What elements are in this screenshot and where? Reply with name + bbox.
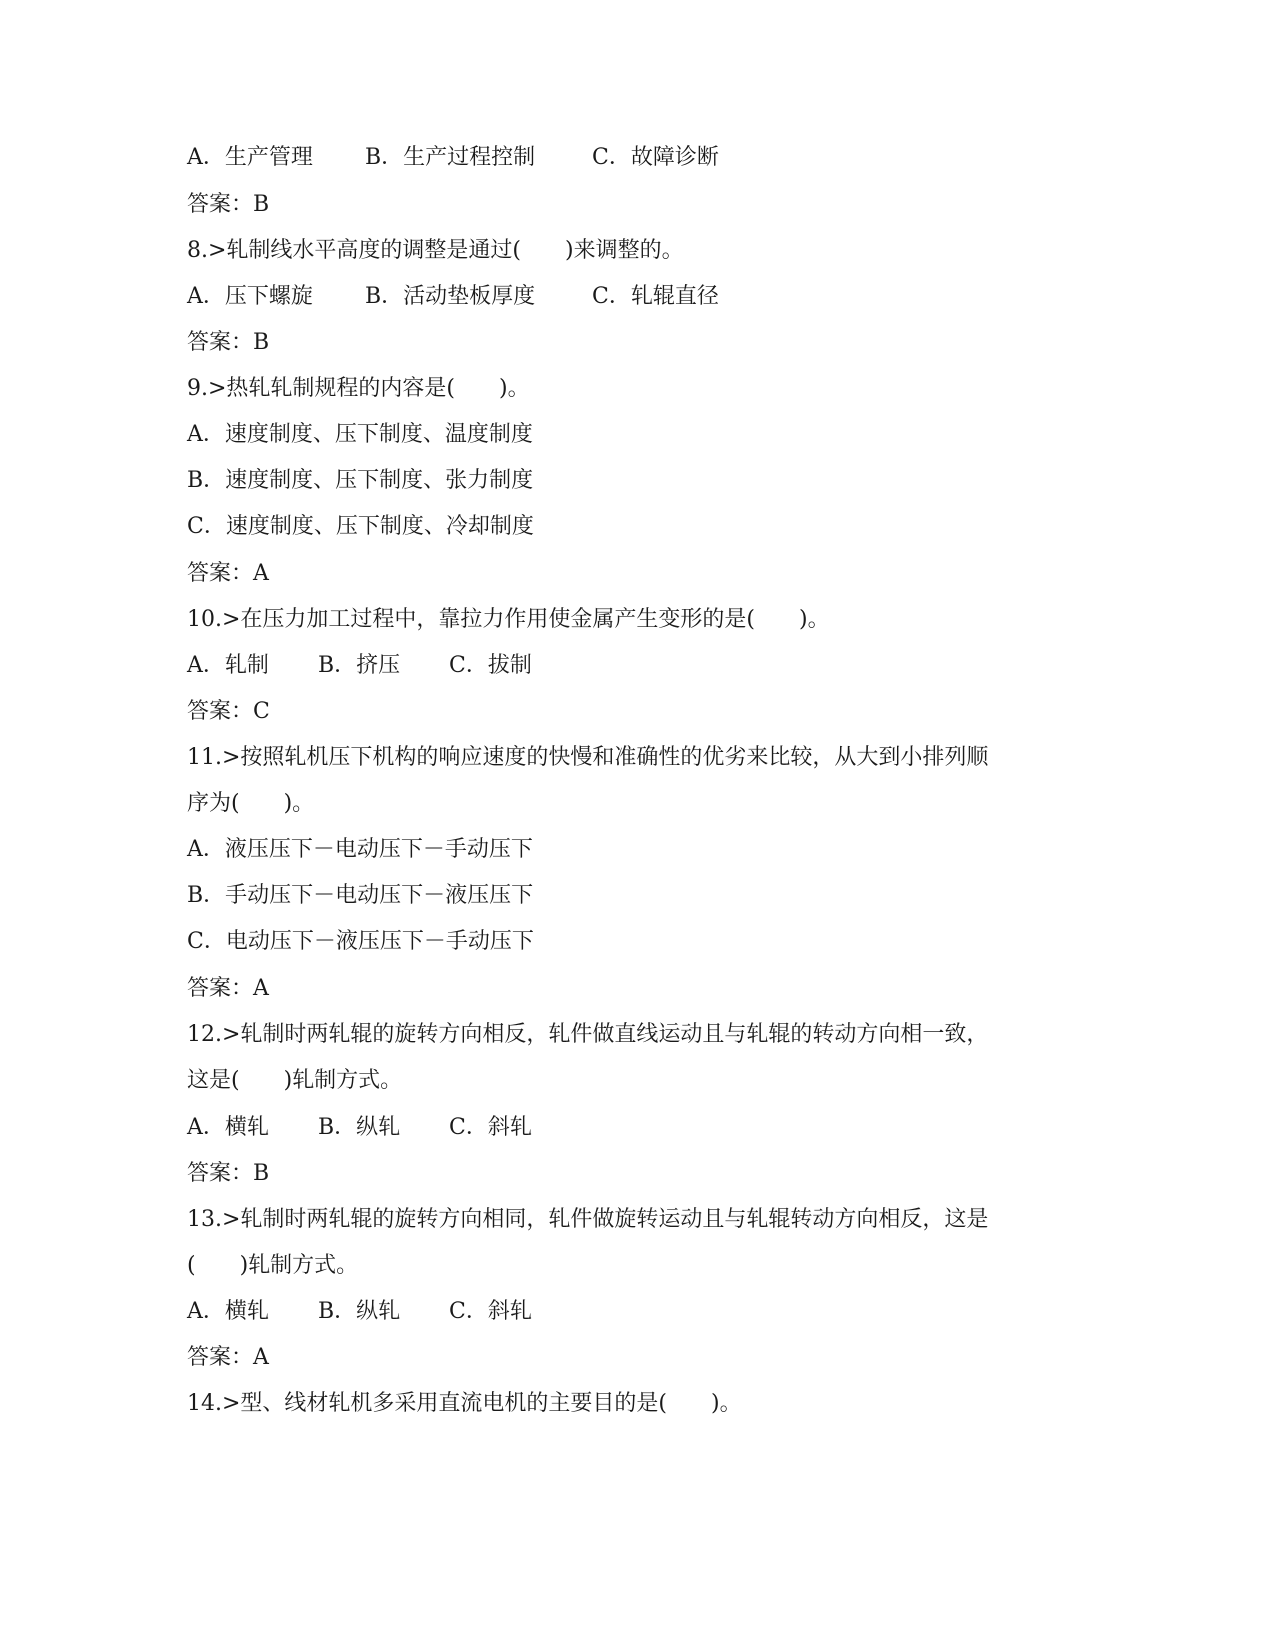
question-line: 12.>轧制时两轧辊的旋转方向相反，轧件做直线运动且与轧辊的转动方向相一致，	[187, 1022, 989, 1047]
question-line-continued: 这是( )轧制方式。	[187, 1068, 403, 1093]
question-line: 8.>轧制线水平高度的调整是通过( )来调整的。	[187, 238, 684, 263]
question-line: 11.>按照轧机压下机构的响应速度的快慢和准确性的优劣来比较，从大到小排列顺	[187, 745, 989, 770]
answer-line: 答案：A	[187, 561, 269, 586]
option-b: B．纵轧	[318, 1299, 401, 1324]
option-line: C．电动压下－液压压下－手动压下	[187, 929, 534, 954]
option-a: A．压下螺旋	[187, 284, 313, 309]
question-line-continued: 序为( )。	[187, 791, 315, 816]
option-a: A．横轧	[187, 1299, 269, 1324]
question-line: 13.>轧制时两轧辊的旋转方向相同，轧件做旋转运动且与轧辊转动方向相反，这是	[187, 1207, 989, 1232]
option-a: A．轧制	[187, 653, 269, 678]
option-a: A．横轧	[187, 1115, 269, 1140]
option-c: C．斜轧	[449, 1299, 532, 1324]
option-c: C．轧辊直径	[592, 284, 719, 309]
answer-line: 答案：B	[187, 192, 270, 217]
option-line: B．手动压下－电动压下－液压压下	[187, 883, 534, 908]
option-c: C．斜轧	[449, 1115, 532, 1140]
option-b: B．纵轧	[318, 1115, 401, 1140]
answer-line: 答案：B	[187, 1161, 270, 1186]
option-line: C．速度制度、压下制度、冷却制度	[187, 514, 534, 539]
question-line: 14.>型、线材轧机多采用直流电机的主要目的是( )。	[187, 1391, 742, 1416]
option-b: B．挤压	[318, 653, 401, 678]
question-line: 10.>在压力加工过程中，靠拉力作用使金属产生变形的是( )。	[187, 607, 830, 632]
answer-line: 答案：C	[187, 699, 270, 724]
answer-line: 答案：A	[187, 976, 269, 1001]
question-line-continued: ( )轧制方式。	[187, 1253, 359, 1278]
options-line	[187, 651, 1087, 681]
options-line	[187, 143, 1087, 173]
question-line: 9.>热轧轧制规程的内容是( )。	[187, 376, 530, 401]
option-line: A．速度制度、压下制度、温度制度	[187, 422, 533, 447]
options-line	[187, 1297, 1087, 1327]
option-b: B．活动垫板厚度	[365, 284, 536, 309]
option-c: C．拔制	[449, 653, 532, 678]
option-b: B．生产过程控制	[365, 145, 536, 170]
answer-line: 答案：A	[187, 1345, 269, 1370]
answer-line: 答案：B	[187, 330, 270, 355]
option-a: A．生产管理	[187, 145, 313, 170]
options-line	[187, 282, 1087, 312]
option-c: C．故障诊断	[592, 145, 719, 170]
options-line	[187, 1113, 1087, 1143]
option-line: B．速度制度、压下制度、张力制度	[187, 468, 534, 493]
option-line: A．液压压下－电动压下－手动压下	[187, 837, 533, 862]
